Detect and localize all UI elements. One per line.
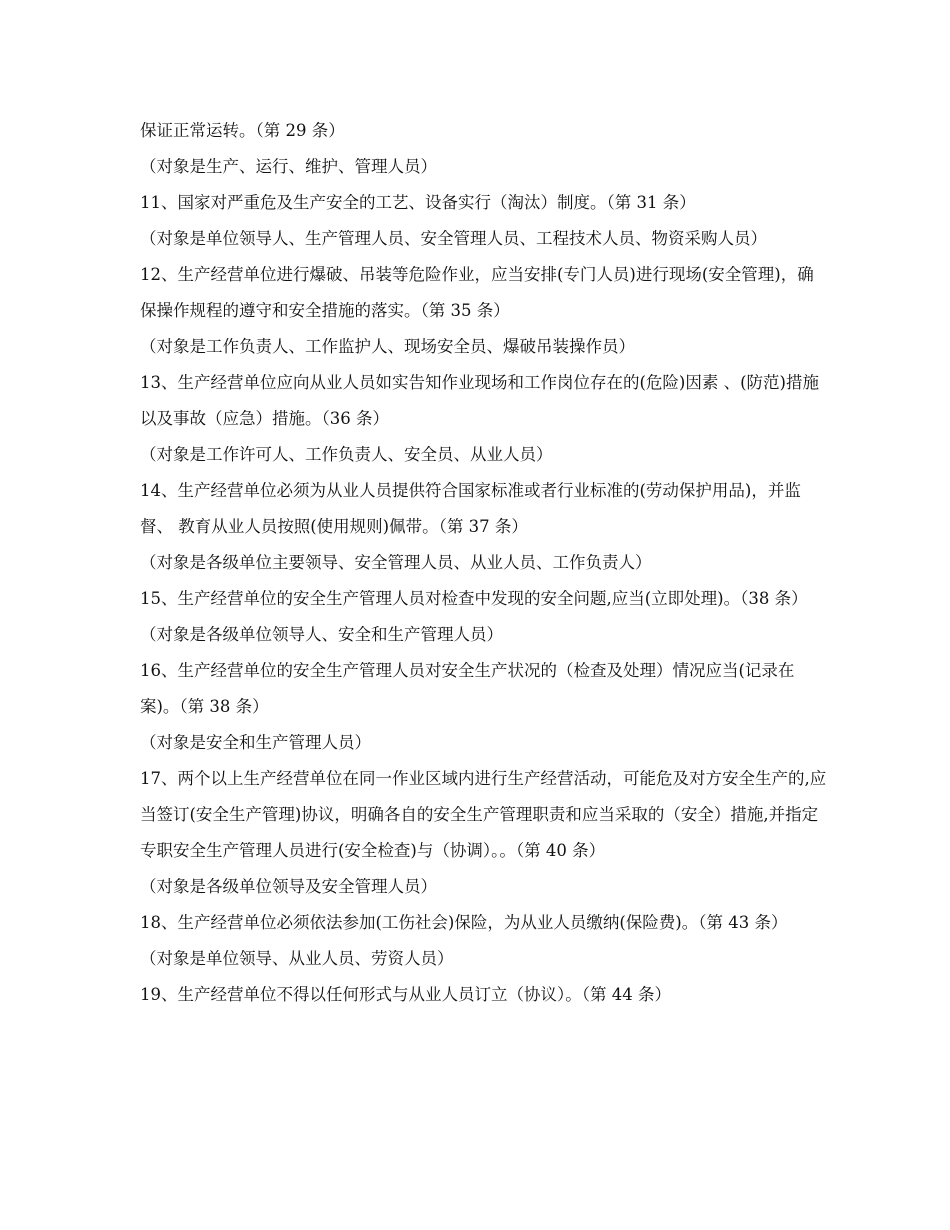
clause-18: 18、生产经营单位必须依法参加(工伤社会)保险，为从业人员缴纳(保险费)。（第 43 条） (140, 913, 788, 932)
audience-note: （对象是工作许可人、工作负责人、安全员、从业人员） (140, 445, 553, 464)
audience-note: （对象是各级单位领导人、安全和生产管理人员） (140, 625, 503, 644)
clause-13: 13、生产经营单位应向从业人员如实告知作业现场和工作岗位存在的(危险)因素 、(防范)措施以及事故（应急）措施。（36 条） (140, 373, 819, 428)
audience-note: （对象是单位领导人、生产管理人员、安全管理人员、工程技术人员、物资采购人员） (140, 229, 767, 248)
clause-16: 16、生产经营单位的安全生产管理人员对安全生产状况的（检查及处理）情况应当(记录在案)。（第 38 条） (140, 661, 795, 716)
audience-note: （对象是工作负责人、工作监护人、现场安全员、爆破吊装操作员） (140, 337, 635, 356)
audience-note: （对象是各级单位领导及安全管理人员） (140, 877, 437, 896)
audience-note: （对象是生产、运行、维护、管理人员） (140, 157, 437, 176)
audience-note: （对象是安全和生产管理人员） (140, 733, 371, 752)
audience-note: （对象是单位领导、从业人员、劳资人员） (140, 949, 454, 968)
paragraph-continuation-29: 保证正常运转。（第 29 条） (140, 121, 345, 140)
clause-11: 11、国家对严重危及生产安全的工艺、设备实行（淘汰）制度。（第 31 条） (140, 193, 696, 212)
clause-19: 19、生产经营单位不得以任何形式与从业人员订立（协议）。（第 44 条） (140, 985, 671, 1004)
audience-note: （对象是各级单位主要领导、安全管理人员、从业人员、工作负责人） (140, 553, 652, 572)
clause-17: 17、两个以上生产经营单位在同一作业区域内进行生产经营活动，可能危及对方安全生产的,应当签订(安全生产管理)协议，明确各自的安全生产管理职责和应当采取的（安全）措施,并指定专职安全生产管理人员进行(安全检查)与（协调）。。（第 40 条） (140, 769, 827, 860)
clause-12: 12、生产经营单位进行爆破、吊装等危险作业，应当安排(专门人员)进行现场(安全管理)，确保操作规程的遵守和安全措施的落实。（第 35 条） (140, 265, 814, 320)
clause-15: 15、生产经营单位的安全生产管理人员对检查中发现的安全问题,应当(立即处理)。（38 条） (140, 589, 808, 608)
clause-14: 14、生产经营单位必须为从业人员提供符合国家标准或者行业标准的(劳动保护用品)，并监督、 教育从业人员按照(使用规则)佩带。（第 37 条） (140, 481, 801, 536)
document-body (140, 113, 830, 1013)
